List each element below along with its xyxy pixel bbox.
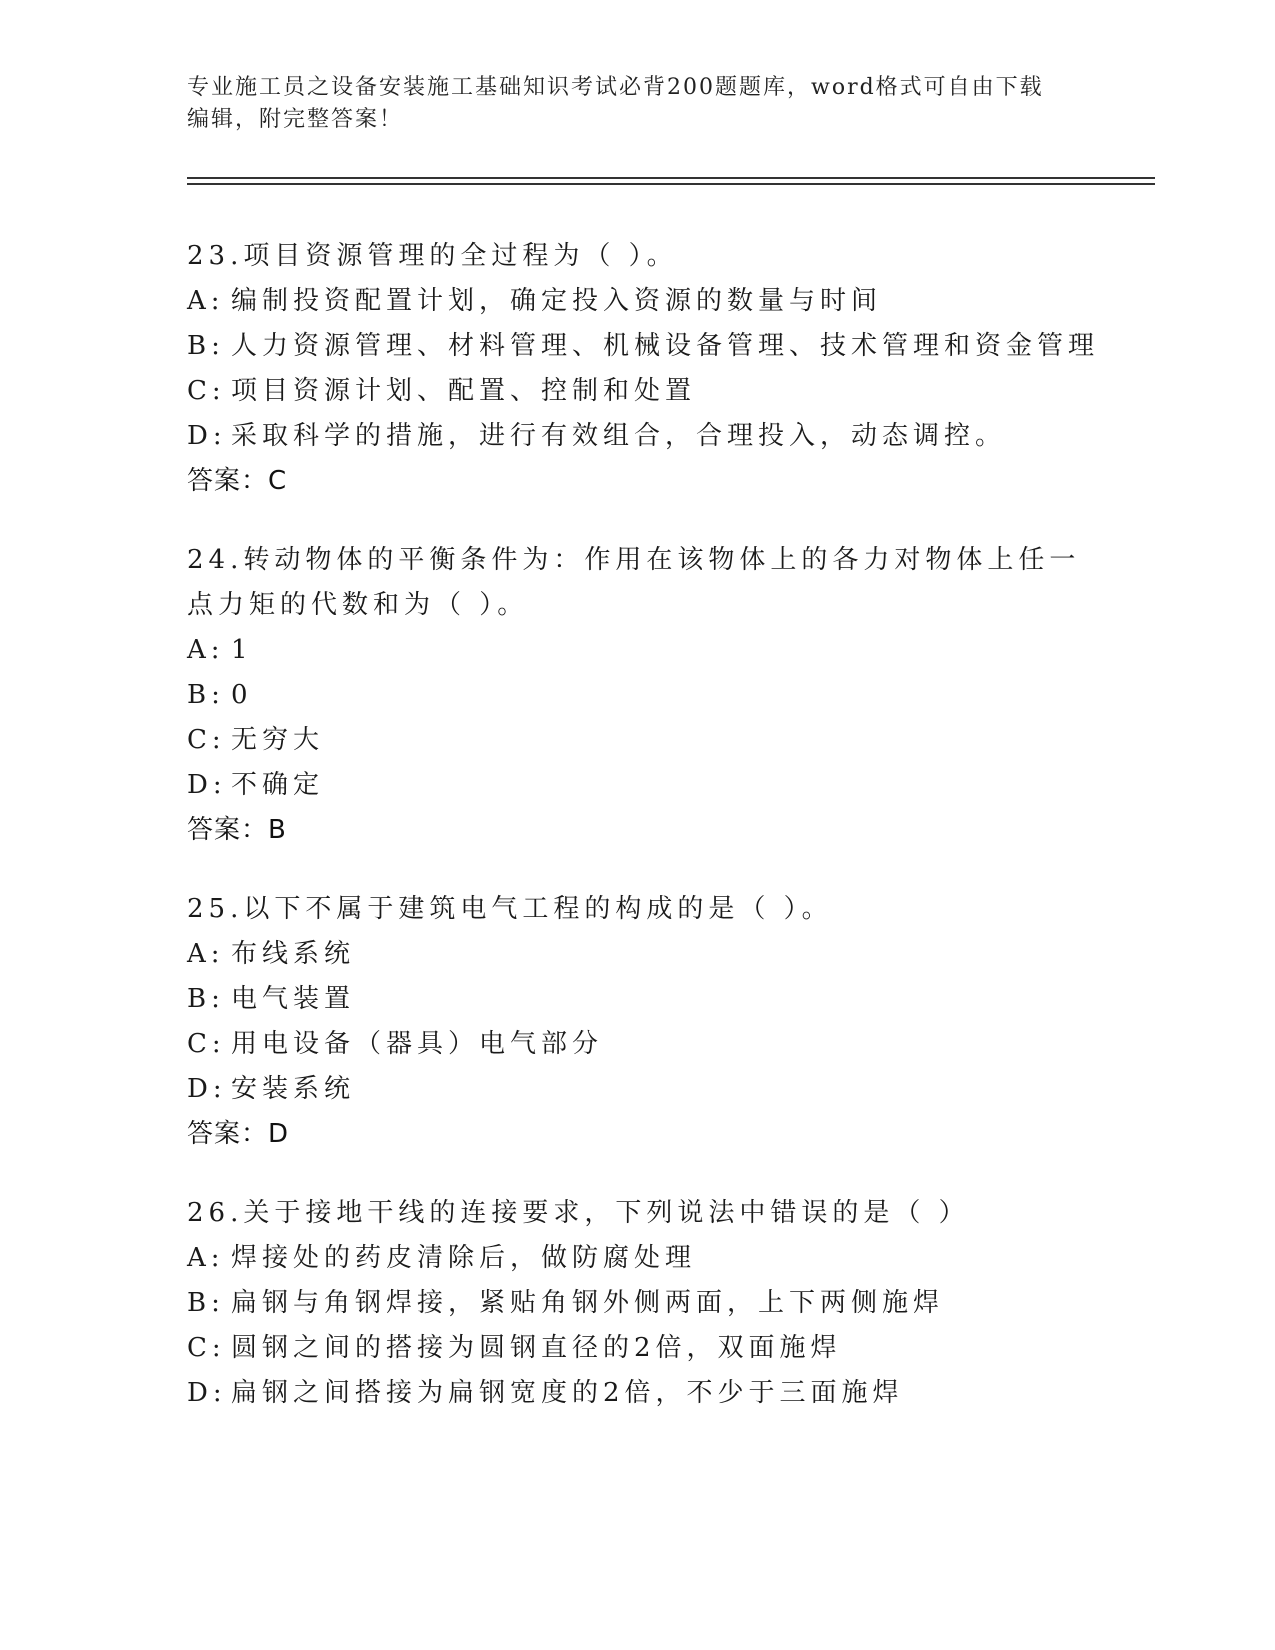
- option-text: 无穷大: [231, 725, 325, 755]
- option-key: B:: [187, 1288, 225, 1318]
- option-key: C:: [187, 1029, 226, 1059]
- option-a: [187, 279, 1087, 324]
- option-text: 不确定: [231, 770, 325, 800]
- option-key: D:: [187, 1378, 227, 1408]
- option-key: D:: [187, 770, 227, 800]
- header-line-2: 编辑，附完整答案！: [187, 107, 404, 132]
- option-text: 电气装置: [231, 984, 356, 1014]
- option-key: A:: [187, 939, 225, 969]
- option-d: [187, 414, 1087, 459]
- option-a: [187, 1236, 1087, 1281]
- option-d: [187, 1067, 1087, 1112]
- option-d: [187, 763, 1087, 808]
- option-c: [187, 1022, 1087, 1067]
- option-a: [187, 932, 1087, 977]
- option-d: [187, 1371, 1087, 1416]
- option-text: 安装系统: [231, 1074, 356, 1104]
- question-26: [187, 1191, 1087, 1416]
- option-key: A:: [187, 1243, 225, 1273]
- option-b: [187, 673, 1087, 718]
- header-divider-top: [187, 177, 1155, 179]
- option-b: [187, 324, 1100, 369]
- answer-line: 答案：B: [187, 815, 287, 845]
- answer-line: 答案：C: [187, 466, 288, 496]
- option-c: [187, 1326, 1087, 1371]
- header-line-1: 专业施工员之设备安装施工基础知识考试必背200题题库，word格式可自由下载: [187, 75, 1044, 100]
- question-25: [187, 887, 1087, 1157]
- option-key: C:: [187, 1333, 226, 1363]
- option-key: A:: [187, 635, 225, 665]
- option-key: C:: [187, 725, 226, 755]
- document-header: [187, 72, 1087, 136]
- option-b: [187, 977, 1087, 1022]
- option-text: 焊接处的药皮清除后，做防腐处理: [231, 1243, 697, 1273]
- option-key: C:: [187, 376, 226, 406]
- option-a: [187, 628, 1087, 673]
- option-text: 项目资源计划、配置、控制和处置: [231, 376, 697, 406]
- option-c: [187, 718, 1087, 763]
- option-text: 人力资源管理、材料管理、机械设备管理、技术管理和资金管理: [231, 331, 1100, 361]
- question-24: [187, 538, 1087, 853]
- option-text: 扁钢与角钢焊接，紧贴角钢外侧两面，上下两侧施焊: [231, 1288, 945, 1318]
- option-text: 编制投资配置计划，确定投入资源的数量与时间: [231, 286, 883, 316]
- option-key: B:: [187, 984, 225, 1014]
- option-key: B:: [187, 331, 225, 361]
- question-stem: 24.转动物体的平衡条件为：作用在该物体上的各力对物体上任一点力矩的代数和为（ ）。: [187, 545, 1081, 620]
- option-text: 圆钢之间的搭接为圆钢直径的2倍，双面施焊: [231, 1333, 842, 1363]
- question-stem: 23.项目资源管理的全过程为（ ）。: [187, 241, 678, 271]
- option-text: 采取科学的措施，进行有效组合，合理投入，动态调控。: [231, 421, 1007, 451]
- option-text: 扁钢之间搭接为扁钢宽度的2倍，不少于三面施焊: [231, 1378, 904, 1408]
- header-divider-bottom: [187, 183, 1155, 185]
- option-b: [187, 1281, 1087, 1326]
- option-text: 用电设备（器具）电气部分: [231, 1029, 604, 1059]
- answer-line: 答案：D: [187, 1119, 290, 1149]
- option-c: [187, 369, 1087, 414]
- option-key: D:: [187, 1074, 227, 1104]
- option-key: D:: [187, 421, 227, 451]
- question-stem: 26.关于接地干线的连接要求，下列说法中错误的是（ ）: [187, 1198, 970, 1228]
- option-text: 1: [231, 635, 253, 665]
- option-key: B:: [187, 680, 225, 710]
- option-text: 0: [231, 680, 253, 710]
- option-text: 布线系统: [231, 939, 356, 969]
- option-key: A:: [187, 286, 225, 316]
- question-stem: 25.以下不属于建筑电气工程的构成的是（ ）。: [187, 894, 833, 924]
- question-23: [187, 234, 1100, 504]
- question-list: [187, 234, 1100, 1450]
